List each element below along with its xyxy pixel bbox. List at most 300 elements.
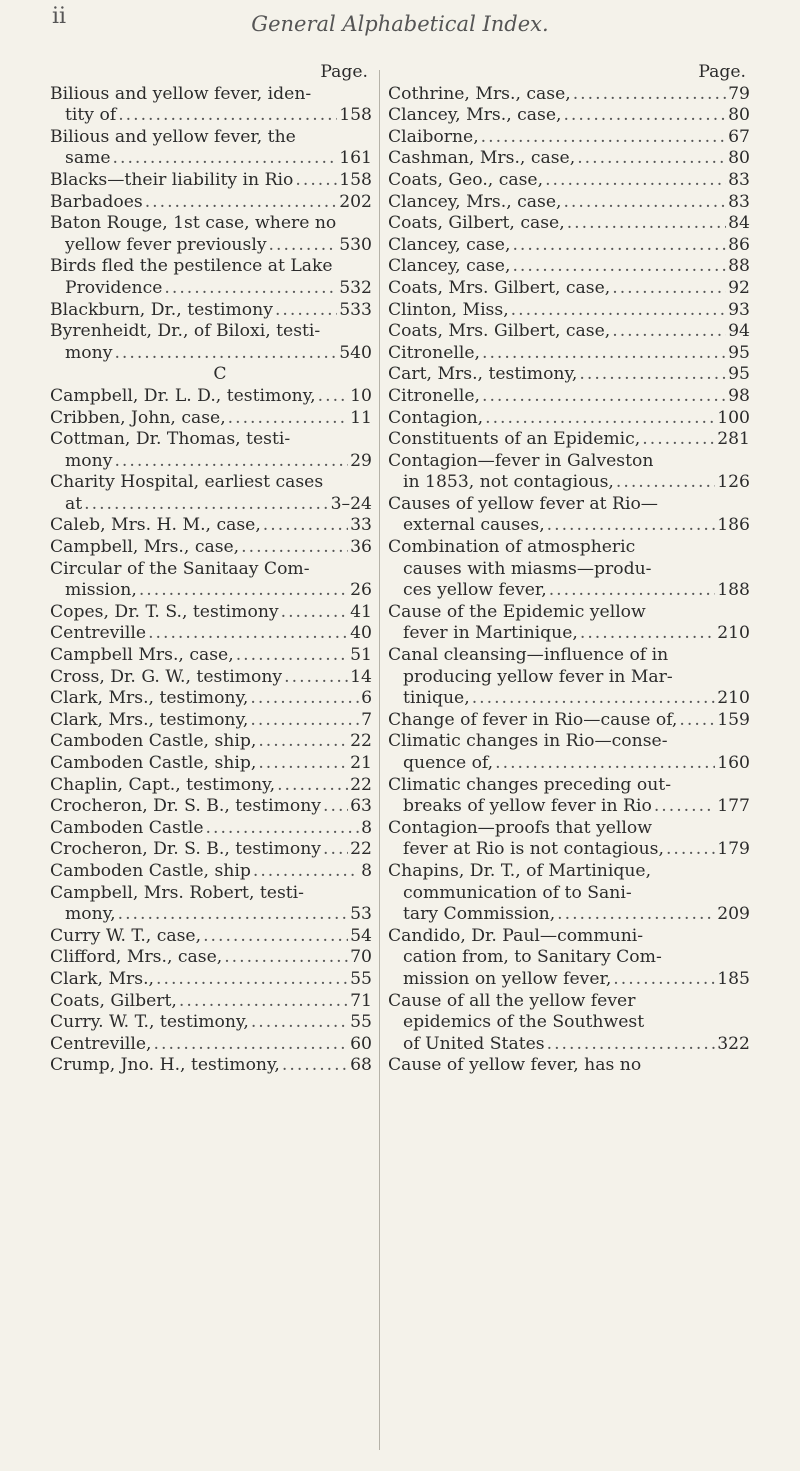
entry-text-line: Combination of atmospheric [388, 537, 636, 558]
entry-text: Clancey, case, [388, 234, 511, 255]
entry-text-line: Baton Rouge, 1st case, where no [50, 213, 337, 234]
entry-text-line: Birds fled the pestilence at Lake [50, 256, 333, 277]
entry-text: Camboden Castle [50, 817, 204, 838]
entry-page-number: 53 [350, 904, 372, 925]
index-entry [50, 321, 372, 364]
dot-leader [250, 710, 359, 732]
entry-last-line [388, 969, 750, 991]
dot-leader [472, 688, 716, 710]
index-entry [50, 386, 372, 408]
entry-text: Crocheron, Dr. S. B., testimony [50, 796, 322, 817]
entry-last-line [388, 321, 750, 343]
entry-last-line [50, 667, 372, 689]
index-entry [50, 861, 372, 883]
entry-page-number: 3–24 [330, 493, 372, 514]
entry-last-line [50, 753, 372, 775]
dot-leader [114, 343, 337, 365]
dot-leader [179, 991, 348, 1013]
entry-text-line: cation from, to Sanitary Com- [403, 947, 662, 968]
entry-text: Coats, Gilbert, case, [388, 213, 565, 234]
entry-text: Coats, Mrs. Gilbert, case, [388, 277, 611, 298]
dot-leader [547, 515, 716, 537]
entry-page-number: 40 [350, 623, 372, 644]
entry-page-number: 26 [350, 580, 372, 601]
index-entry [50, 300, 372, 322]
dot-leader [164, 278, 337, 300]
entry-last-line [388, 148, 750, 170]
left-entry-list [50, 84, 372, 1077]
entry-text: Crump, Jno. H., testimony, [50, 1055, 280, 1076]
entry-text: Coats, Mrs. Gilbert, case, [388, 321, 611, 342]
entry-text-line: Charity Hospital, earliest cases [50, 472, 324, 493]
entry-page-number: 6 [361, 688, 372, 709]
entry-page-number: 80 [728, 148, 750, 169]
entry-text: at [65, 493, 83, 514]
index-entry [50, 127, 372, 170]
index-entry [50, 731, 372, 753]
dot-leader [573, 84, 726, 106]
entry-page-number: 185 [717, 968, 750, 989]
index-entry [388, 861, 750, 926]
dot-leader [295, 170, 337, 192]
entry-page-number: 92 [728, 277, 750, 298]
entry-last-line [388, 364, 750, 386]
dot-leader [613, 969, 715, 991]
entry-last-line [388, 623, 750, 645]
entry-text: tinique, [403, 688, 470, 709]
entry-text: Clancey, Mrs., case, [388, 105, 562, 126]
page-column-label: Page. [698, 62, 746, 82]
entry-page-number: 158 [339, 105, 372, 126]
entry-text: Constituents of an Epidemic, [388, 429, 641, 450]
index-entry [388, 731, 750, 774]
entry-text-line: epidemics of the Southwest [403, 1012, 645, 1033]
entry-text-line: Cause of the Epidemic yellow [388, 601, 646, 622]
dot-leader [549, 580, 716, 602]
entry-last-line [50, 731, 372, 753]
entry-page-number: 55 [350, 968, 372, 989]
entry-text: Copes, Dr. T. S., testimony [50, 601, 279, 622]
entry-text: ces yellow fever, [403, 580, 547, 601]
entry-text: Camboden Castle, ship, [50, 753, 257, 773]
entry-text: fever in Martinique, [403, 623, 578, 644]
entry-last-line [388, 170, 750, 192]
entry-text: mony [65, 450, 113, 471]
index-entry [50, 710, 372, 732]
entry-last-line [388, 710, 750, 732]
entry-text: Clifford, Mrs., case, [50, 947, 223, 968]
entry-page-number: 161 [339, 148, 372, 169]
entry-last-line [388, 688, 750, 710]
entry-page-number: 177 [717, 796, 750, 817]
dot-leader [323, 796, 348, 818]
index-entry [50, 839, 372, 861]
dot-leader [145, 192, 338, 214]
index-entry [50, 969, 372, 991]
entry-text: Citronelle, [388, 385, 480, 406]
dot-leader [666, 839, 715, 861]
entry-page-number: 210 [717, 688, 750, 709]
entry-last-line [50, 580, 372, 602]
entry-last-line [50, 537, 372, 559]
index-entry [388, 818, 750, 861]
dot-leader [206, 818, 360, 840]
entry-text: Clancey, Mrs., case, [388, 191, 562, 212]
index-entry [388, 256, 750, 278]
entry-last-line [50, 926, 372, 948]
entry-text-line: Campbell, Mrs. Robert, testi- [50, 882, 304, 903]
entry-text: Contagion, [388, 407, 484, 428]
entry-text-line: Candido, Dr. Paul—communi- [388, 925, 644, 946]
index-entry [50, 256, 372, 299]
entry-page-number: 160 [717, 753, 750, 773]
index-entry [50, 796, 372, 818]
index-entry [50, 623, 372, 645]
entry-text: Campbell, Mrs., case, [50, 537, 240, 558]
entry-text-line: Cause of all the yellow fever [388, 990, 636, 1011]
entry-text: in 1853, not contagious, [403, 472, 614, 493]
entry-page-number: 7 [361, 709, 372, 730]
entry-last-line [50, 170, 372, 192]
dot-leader [253, 861, 359, 883]
index-entry [50, 883, 372, 926]
entry-text: Cothrine, Mrs., case, [388, 83, 571, 104]
entry-text-line: Climatic changes preceding out- [388, 774, 672, 795]
entry-page-number: 533 [339, 299, 372, 320]
dot-leader [512, 256, 726, 278]
entry-text: Clark, Mrs., [50, 968, 155, 989]
entry-page-number: 98 [728, 385, 750, 406]
entry-page-number: 68 [350, 1055, 372, 1076]
entry-last-line [388, 343, 750, 365]
entry-page-number: 79 [728, 83, 750, 104]
entry-last-line [50, 602, 372, 624]
dot-leader [258, 753, 348, 775]
dot-leader [612, 321, 726, 343]
index-entry [50, 408, 372, 430]
entry-page-number: 532 [339, 277, 372, 298]
dot-leader [485, 408, 715, 430]
entry-text-line: Contagion—proofs that yellow [388, 817, 652, 838]
index-entry [50, 645, 372, 667]
entry-page-number: 10 [350, 385, 372, 406]
entry-page-number: 36 [350, 537, 372, 558]
dot-leader [282, 1055, 348, 1077]
dot-leader [642, 429, 715, 451]
entry-page-number: 188 [717, 580, 750, 601]
entry-text-line: Cottman, Dr. Thomas, testi- [50, 429, 291, 450]
entry-last-line [388, 105, 750, 127]
entry-page-number: 210 [717, 623, 750, 644]
dot-leader [577, 148, 726, 170]
dot-leader [258, 731, 348, 753]
entry-page-number: 202 [339, 191, 372, 212]
entry-page-number: 83 [728, 191, 750, 212]
index-entry [388, 278, 750, 300]
dot-leader [563, 192, 726, 214]
entry-last-line [50, 818, 372, 840]
entry-last-line [50, 105, 372, 127]
entry-last-line [50, 796, 372, 818]
dot-leader [118, 904, 349, 926]
entry-page-number: 93 [728, 299, 750, 320]
entry-text-line: causes with miasms—produ- [403, 558, 652, 579]
entry-page-number: 281 [717, 429, 750, 450]
index-entry [388, 127, 750, 149]
index-entry [388, 105, 750, 127]
dot-leader [679, 710, 715, 732]
entry-last-line [388, 84, 750, 106]
index-entry [388, 170, 750, 192]
index-entry [388, 645, 750, 710]
entry-text-line: Causes of yellow fever at Rio— [388, 493, 658, 514]
dot-leader [563, 105, 726, 127]
entry-text: Cribben, John, case, [50, 407, 226, 428]
entry-text: Barbadoes [50, 191, 143, 212]
index-entry [50, 84, 372, 127]
section-letter: C [213, 364, 227, 385]
dot-leader [481, 127, 726, 149]
index-entry [388, 710, 750, 732]
entry-page-number: 8 [361, 817, 372, 838]
index-entry [388, 386, 750, 408]
dot-leader [580, 623, 715, 645]
column-divider [379, 70, 380, 1450]
entry-page-number: 21 [350, 753, 372, 773]
index-entry [50, 213, 372, 256]
entry-last-line [388, 429, 750, 451]
index-entry [388, 775, 750, 818]
entry-last-line [50, 839, 372, 861]
entry-page-number: 88 [728, 256, 750, 277]
entry-text: Camboden Castle, ship [50, 860, 251, 881]
index-entry [50, 991, 372, 1013]
entry-last-line [388, 278, 750, 300]
entry-text: fever at Rio is not contagious, [403, 839, 664, 860]
entry-text: Clark, Mrs., testimony, [50, 709, 249, 730]
index-entry [50, 429, 372, 472]
entry-text: Campbell, Dr. L. D., testimony, [50, 385, 316, 406]
entry-last-line [50, 688, 372, 710]
entry-text-line: Chapins, Dr. T., of Martinique, [388, 860, 652, 881]
entry-text: mony [65, 342, 113, 363]
dot-leader [224, 947, 348, 969]
entry-last-line [388, 408, 750, 430]
entry-page-number: 63 [350, 796, 372, 817]
entry-last-line [50, 1012, 372, 1034]
page-number: ii [52, 4, 67, 29]
dot-leader [269, 235, 338, 257]
entry-text-line: Canal cleansing—influence of in [388, 645, 669, 666]
entry-page-number: 94 [728, 321, 750, 342]
dot-leader [139, 580, 348, 602]
entry-text: Clinton, Miss, [388, 299, 509, 320]
entry-page-number: 159 [717, 709, 750, 730]
entry-text: Clancey, case, [388, 256, 511, 277]
index-entry [388, 991, 750, 1056]
entry-last-line [50, 235, 372, 257]
entry-page-number: 71 [350, 990, 372, 1011]
dot-leader [547, 1034, 716, 1056]
entry-last-line [50, 623, 372, 645]
entry-text-line: Byrenheidt, Dr., of Biloxi, testi- [50, 321, 321, 342]
dot-leader [545, 170, 726, 192]
entry-text: Camboden Castle, ship, [50, 731, 257, 752]
index-entry [50, 192, 372, 214]
index-entry [50, 602, 372, 624]
entry-last-line [50, 494, 372, 516]
index-entry [388, 602, 750, 645]
entry-text: Caleb, Mrs. H. M., case, [50, 515, 261, 536]
entry-text: tary Commission, [403, 904, 556, 925]
entry-last-line [50, 192, 372, 214]
entry-page-number: 186 [717, 515, 750, 536]
entry-last-line [50, 386, 372, 408]
dot-leader [154, 1034, 349, 1056]
dot-leader [84, 494, 328, 516]
entry-last-line [50, 861, 372, 883]
index-entry [50, 537, 372, 559]
entry-text: Clark, Mrs., testimony, [50, 688, 249, 709]
entry-last-line [388, 796, 750, 818]
entry-last-line [388, 213, 750, 235]
page-column-label: Page. [320, 62, 368, 82]
entry-last-line [50, 904, 372, 926]
dot-leader [512, 235, 726, 257]
dot-leader [284, 667, 348, 689]
index-entry [50, 1012, 372, 1034]
index-entry [50, 667, 372, 689]
entry-last-line [50, 645, 372, 667]
entry-text: Coats, Geo., case, [388, 169, 544, 190]
index-entry [388, 1055, 750, 1077]
entry-last-line [388, 904, 750, 926]
dot-leader [281, 602, 349, 624]
entry-text: mony, [65, 904, 116, 925]
index-entry [50, 818, 372, 840]
entry-page-number: 22 [350, 839, 372, 860]
index-entry [388, 364, 750, 386]
entry-last-line [50, 451, 372, 473]
entry-page-number: 80 [728, 105, 750, 126]
entry-last-line [388, 1034, 750, 1056]
entry-page-number: 86 [728, 234, 750, 255]
index-entry [388, 451, 750, 494]
entry-text: Blackburn, Dr., testimony [50, 299, 273, 320]
index-entry [50, 947, 372, 969]
index-entry [388, 84, 750, 106]
dot-leader [557, 904, 715, 926]
running-head-title: General Alphabetical Index. [251, 12, 549, 36]
dot-leader [148, 623, 348, 645]
entry-page-number: 95 [728, 342, 750, 363]
entry-last-line [50, 775, 372, 797]
entry-last-line [50, 515, 372, 537]
entry-page-number: 158 [339, 169, 372, 190]
entry-text: Chaplin, Capt., testimony, [50, 774, 276, 795]
dot-leader [482, 343, 726, 365]
entry-text-line: Bilious and yellow fever, iden- [50, 83, 312, 104]
index-entry [388, 343, 750, 365]
index-entry [388, 408, 750, 430]
entry-text-line: communication of to Sani- [403, 882, 632, 903]
entry-text: breaks of yellow fever in Rio [403, 796, 652, 817]
entry-text: yellow fever previously [65, 234, 267, 255]
entry-last-line [50, 278, 372, 300]
entry-text: Cart, Mrs., testimony, [388, 364, 578, 385]
entry-text: Coats, Gilbert, [50, 990, 177, 1011]
entry-text-line: Circular of the Sanitaay Com- [50, 558, 310, 579]
entry-text-line: Cause of yellow fever, has no [388, 1055, 642, 1076]
entry-page-number: 33 [350, 515, 372, 536]
entry-last-line [50, 710, 372, 732]
dot-leader [654, 796, 715, 818]
dot-leader [482, 386, 726, 408]
dot-leader [156, 969, 348, 991]
entry-text: Crocheron, Dr. S. B., testimony [50, 839, 322, 860]
entry-text-line: Bilious and yellow fever, the [50, 126, 296, 147]
entry-text: external causes, [403, 515, 545, 536]
index-entry [388, 537, 750, 602]
dot-leader [567, 213, 726, 235]
dot-leader [114, 451, 348, 473]
dot-leader [236, 645, 348, 667]
entry-text: Centreville, [50, 1033, 152, 1054]
entry-text: Curry W. T., case, [50, 925, 202, 946]
entry-page-number: 100 [717, 407, 750, 428]
entry-page-number: 530 [339, 234, 372, 255]
dot-leader [495, 753, 715, 775]
entry-text: quence of, [403, 753, 494, 773]
entry-last-line [388, 386, 750, 408]
index-entry [50, 170, 372, 192]
entry-page-number: 14 [350, 666, 372, 687]
entry-last-line [50, 343, 372, 365]
entry-last-line [388, 580, 750, 602]
entry-text: tity of [65, 105, 117, 126]
dot-leader [579, 364, 726, 386]
entry-last-line [50, 969, 372, 991]
index-entry [388, 321, 750, 343]
entry-text: Cashman, Mrs., case, [388, 148, 576, 169]
entry-last-line [388, 515, 750, 537]
entry-page-number: 67 [728, 126, 750, 147]
entry-text-line: Contagion—fever in Galveston [388, 450, 654, 471]
entry-text: Campbell Mrs., case, [50, 645, 234, 666]
entry-page-number: 55 [350, 1012, 372, 1033]
entry-text: Curry. W. T., testimony, [50, 1012, 249, 1033]
entry-page-number: 8 [361, 860, 372, 881]
entry-last-line [388, 235, 750, 257]
entry-text: of United States [403, 1033, 545, 1054]
dot-leader [251, 1012, 348, 1034]
entry-last-line [388, 839, 750, 861]
entry-last-line [50, 408, 372, 430]
index-entry [388, 926, 750, 991]
entry-page-number: 540 [339, 342, 372, 363]
dot-leader [612, 278, 726, 300]
index-entry [388, 192, 750, 214]
index-entry [388, 300, 750, 322]
index-entry [50, 1034, 372, 1056]
entry-last-line [50, 991, 372, 1013]
entry-text: Change of fever in Rio—cause of, [388, 709, 678, 730]
index-entry [50, 515, 372, 537]
index-entry [388, 429, 750, 451]
index-column-right [388, 62, 750, 1077]
entry-page-number: 95 [728, 364, 750, 385]
entry-last-line [388, 753, 750, 775]
